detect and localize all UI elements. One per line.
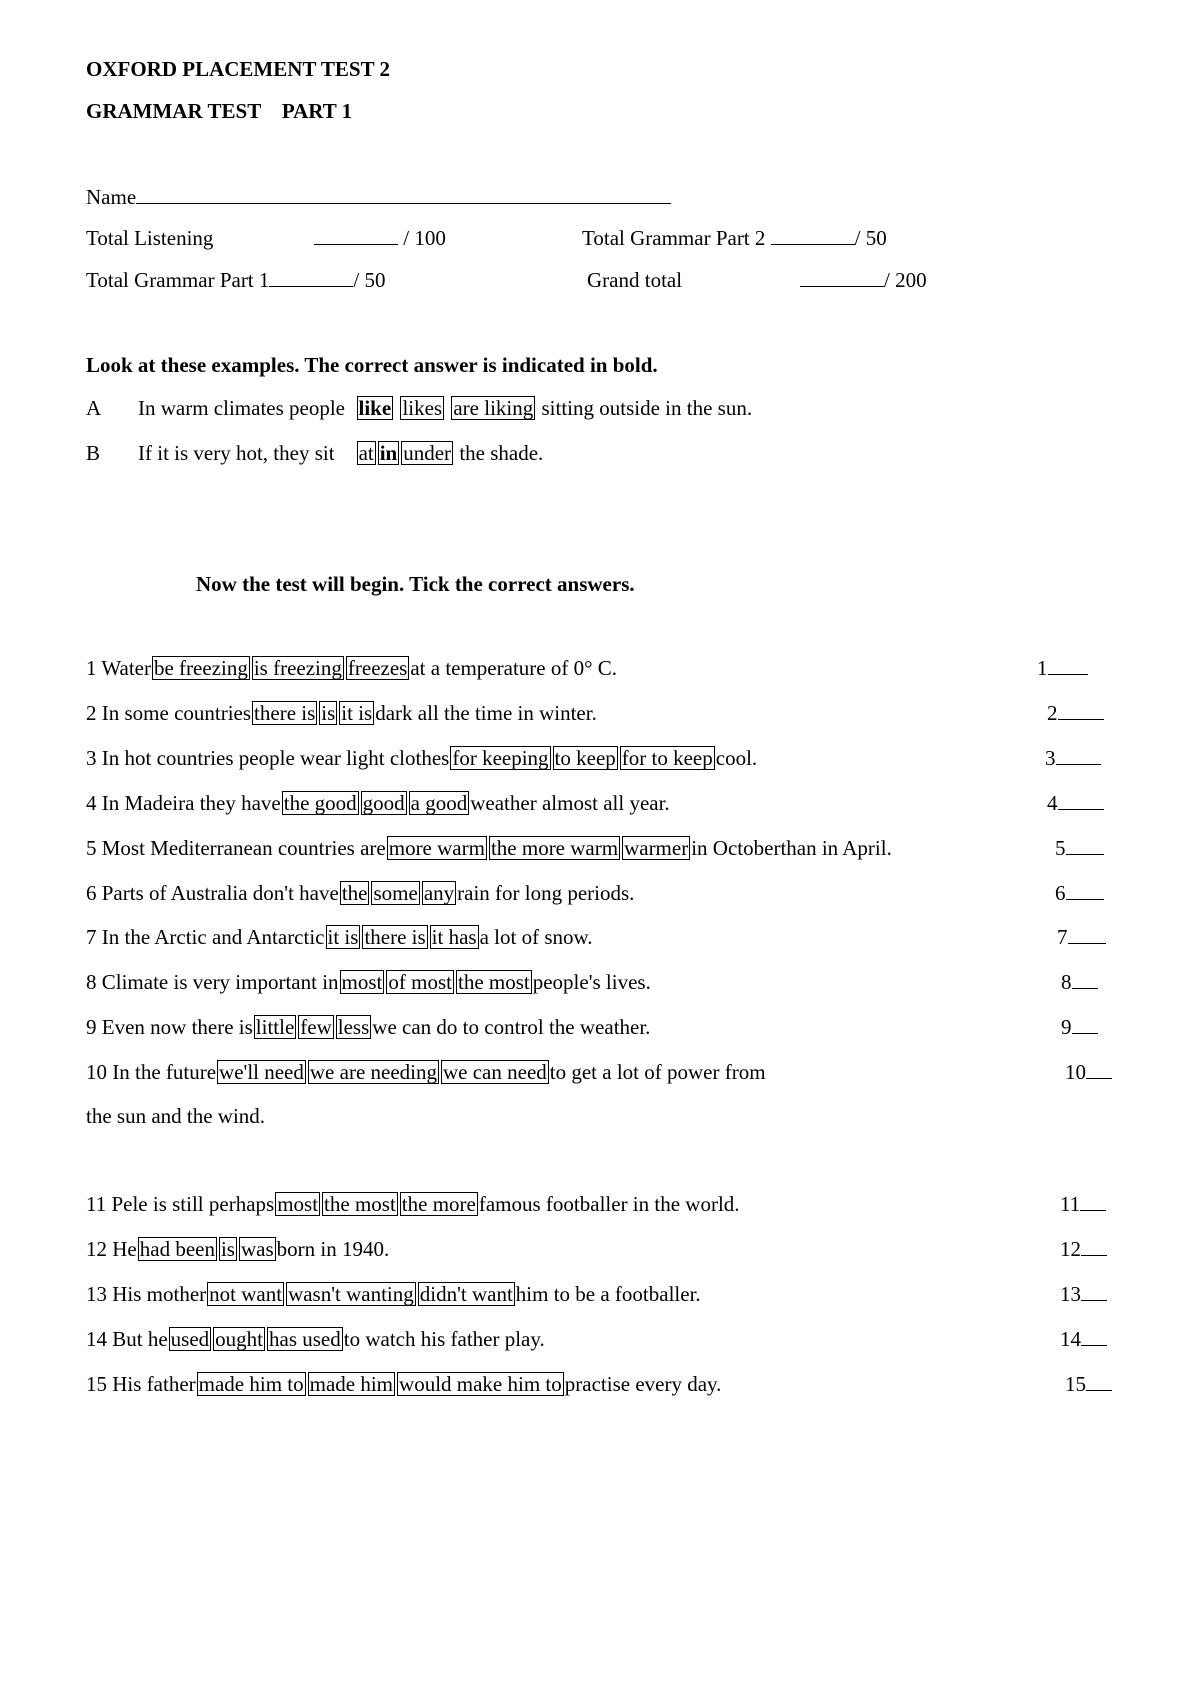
grand-total-max: / 200 xyxy=(884,268,927,292)
question-7 xyxy=(86,923,593,951)
example-b-before: If it is very hot, they sit xyxy=(138,441,335,465)
total-grammar1-row xyxy=(86,266,386,294)
total-listening-field[interactable] xyxy=(314,224,398,245)
question-text-before: 14 But he xyxy=(86,1327,168,1351)
example-b-option-2: in xyxy=(379,441,398,465)
answer-option[interactable]: few xyxy=(300,1015,332,1039)
answer-number xyxy=(1045,744,1101,772)
question-text-after: him to be a footballer. xyxy=(515,1282,701,1306)
example-a-after: sitting outside in the sun. xyxy=(541,396,753,420)
answer-option[interactable]: not want xyxy=(209,1282,283,1306)
answer-option[interactable]: it is xyxy=(327,925,359,949)
answer-option[interactable]: the more xyxy=(401,1192,476,1216)
answer-number-label: 14 xyxy=(1060,1327,1081,1351)
answer-option[interactable]: we can need xyxy=(443,1060,547,1084)
question-text-before: 10 In the future xyxy=(86,1060,217,1084)
answer-blank[interactable] xyxy=(1056,744,1101,765)
question-text-before: 3 In hot countries people wear light clothes xyxy=(86,746,450,770)
question-8 xyxy=(86,968,651,996)
question-text-after: to get a lot of power from xyxy=(549,1060,766,1084)
answer-option[interactable]: for keeping xyxy=(452,746,549,770)
question-2 xyxy=(86,699,597,727)
answer-option[interactable]: the good xyxy=(283,791,357,815)
question-text-before: 7 In the Arctic and Antarctic xyxy=(86,925,325,949)
question-5 xyxy=(86,834,892,862)
question-text-after: people's lives. xyxy=(532,970,651,994)
answer-option[interactable]: made him xyxy=(309,1372,394,1396)
question-text-before: 12 He xyxy=(86,1237,137,1261)
question-13 xyxy=(86,1280,701,1308)
answer-option[interactable]: the most xyxy=(457,970,530,994)
total-grammar2-row xyxy=(582,224,887,252)
answer-number xyxy=(1065,1370,1112,1398)
test-title: OXFORD PLACEMENT TEST 2 xyxy=(86,57,390,81)
answer-blank[interactable] xyxy=(1086,1058,1112,1079)
grand-total-field[interactable] xyxy=(800,266,884,287)
answer-number-label: 10 xyxy=(1065,1060,1086,1084)
answer-option[interactable]: the xyxy=(341,881,368,905)
question-4 xyxy=(86,789,670,817)
answer-option[interactable]: be freezing xyxy=(153,656,248,680)
question-12 xyxy=(86,1235,389,1263)
answer-blank[interactable] xyxy=(1081,1235,1107,1256)
answer-number xyxy=(1047,789,1104,817)
answer-number xyxy=(1061,968,1098,996)
answer-number-label: 1 xyxy=(1037,656,1048,680)
answer-blank[interactable] xyxy=(1066,834,1104,855)
question-1 xyxy=(86,654,617,682)
answer-option[interactable]: is xyxy=(220,1237,235,1261)
question-text-before: 5 Most Mediterranean countries are xyxy=(86,836,386,860)
question-text-after: born in 1940. xyxy=(276,1237,390,1261)
question-text-before: 8 Climate is very important in xyxy=(86,970,339,994)
example-a-option-3: are liking xyxy=(453,396,534,420)
answer-number-label: 2 xyxy=(1047,701,1058,725)
examples-instruction: Look at these examples. The correct answer is indicated in bold. xyxy=(86,353,658,377)
answer-blank[interactable] xyxy=(1072,1013,1098,1034)
answer-number xyxy=(1057,923,1106,951)
total-grammar1-field[interactable] xyxy=(269,266,353,287)
answer-option[interactable]: a good xyxy=(410,791,468,815)
total-grammar2-label: Total Grammar Part 2 xyxy=(582,226,766,250)
example-b-option-1: at xyxy=(358,441,374,465)
question-text-after: cool. xyxy=(715,746,758,770)
answer-option[interactable]: freezes xyxy=(347,656,408,680)
answer-blank[interactable] xyxy=(1072,968,1098,989)
answer-number-label: 6 xyxy=(1055,881,1066,905)
answer-option[interactable]: has used xyxy=(269,1327,341,1351)
answer-option[interactable]: any xyxy=(423,881,455,905)
answer-option[interactable]: we are needing xyxy=(309,1060,437,1084)
answer-blank[interactable] xyxy=(1058,789,1104,810)
answer-number xyxy=(1065,1058,1112,1086)
answer-number xyxy=(1060,1235,1107,1263)
answer-option[interactable]: there is xyxy=(254,701,316,725)
answer-number-label: 8 xyxy=(1061,970,1072,994)
question-text-after: famous footballer in the world. xyxy=(478,1192,740,1216)
question-9 xyxy=(86,1013,650,1041)
answer-number-label: 11 xyxy=(1060,1192,1081,1216)
answer-number-label: 12 xyxy=(1060,1237,1081,1261)
total-grammar2-field[interactable] xyxy=(771,224,855,245)
question-10 xyxy=(86,1058,766,1086)
answer-option[interactable]: is freezing xyxy=(253,656,342,680)
answer-option[interactable]: more warm xyxy=(388,836,485,860)
answer-option[interactable]: made him to xyxy=(198,1372,304,1396)
question-text-before: 1 Water xyxy=(86,656,151,680)
example-a-letter: A xyxy=(86,396,102,420)
answer-option[interactable]: some xyxy=(373,881,418,905)
question-11 xyxy=(86,1190,740,1218)
answer-number-label: 4 xyxy=(1047,791,1058,815)
answer-option[interactable]: is xyxy=(321,701,336,725)
answer-option[interactable]: had been xyxy=(139,1237,215,1261)
answer-option[interactable]: most xyxy=(341,970,383,994)
grand-total-score xyxy=(800,266,927,294)
answer-option[interactable]: was xyxy=(240,1237,274,1261)
answer-option[interactable]: good xyxy=(362,791,405,815)
example-b-body xyxy=(138,439,543,467)
answer-blank[interactable] xyxy=(1066,879,1104,900)
total-listening-label: Total Listening xyxy=(86,226,214,250)
total-listening-score xyxy=(314,224,446,252)
answer-blank[interactable] xyxy=(1058,699,1104,720)
answer-option[interactable]: it is xyxy=(341,701,373,725)
question-text-before: 2 In some countries xyxy=(86,701,252,725)
answer-option[interactable]: wasn't wanting xyxy=(288,1282,414,1306)
example-a-before: In warm climates people xyxy=(138,396,346,420)
answer-option[interactable]: the most xyxy=(324,1192,396,1216)
answer-option[interactable]: didn't want xyxy=(419,1282,513,1306)
question-text-after: we can do to control the weather. xyxy=(372,1015,651,1039)
answer-option[interactable]: most xyxy=(277,1192,319,1216)
total-grammar1-label: Total Grammar Part 1 xyxy=(86,268,270,292)
example-b-letter: B xyxy=(86,441,101,465)
example-b xyxy=(86,439,544,467)
question-text-before: 11 Pele is still perhaps xyxy=(86,1192,275,1216)
answer-option[interactable]: warmer xyxy=(624,836,689,860)
question-15 xyxy=(86,1370,721,1398)
question-3 xyxy=(86,744,757,772)
answer-number xyxy=(1060,1280,1107,1308)
answer-number xyxy=(1060,1325,1107,1353)
answer-option[interactable]: the more warm xyxy=(490,836,619,860)
answer-option[interactable]: little xyxy=(255,1015,295,1039)
answer-option[interactable]: less xyxy=(337,1015,370,1039)
answer-blank[interactable] xyxy=(1081,1325,1107,1346)
answer-blank[interactable] xyxy=(1080,1190,1106,1211)
answer-option[interactable]: it has xyxy=(431,925,477,949)
answer-number xyxy=(1055,834,1104,862)
example-a-option-1: like xyxy=(358,396,392,420)
example-a-body xyxy=(138,394,752,422)
answer-option[interactable]: of most xyxy=(388,970,452,994)
question-text-after: weather almost all year. xyxy=(470,791,670,815)
answer-option[interactable]: for to keep xyxy=(621,746,713,770)
question-continuation: the sun and the wind. xyxy=(86,1104,266,1128)
answer-number xyxy=(1060,1190,1106,1218)
answer-number-label: 9 xyxy=(1061,1015,1072,1039)
answer-number xyxy=(1061,1013,1098,1041)
answer-number xyxy=(1047,699,1104,727)
question-text-after: in Octoberthan in April. xyxy=(691,836,892,860)
question-text-before: 4 In Madeira they have xyxy=(86,791,281,815)
total-listening-row xyxy=(86,224,213,252)
answer-option[interactable]: to keep xyxy=(554,746,616,770)
answer-option[interactable]: we'll need xyxy=(219,1060,304,1084)
answer-number xyxy=(1037,654,1088,682)
example-a-option-2: likes xyxy=(402,396,443,420)
answer-number-label: 5 xyxy=(1055,836,1066,860)
answer-blank[interactable] xyxy=(1086,1370,1112,1391)
question-text-after: practise every day. xyxy=(564,1372,722,1396)
total-grammar2-max: / 50 xyxy=(854,226,887,250)
question-text-after: rain for long periods. xyxy=(457,881,635,905)
question-text-before: 15 His father xyxy=(86,1372,196,1396)
total-listening-max: / 100 xyxy=(403,226,446,250)
grand-total-label: Grand total xyxy=(587,268,683,292)
answer-option[interactable]: would make him to xyxy=(399,1372,562,1396)
answer-option[interactable]: there is xyxy=(364,925,426,949)
question-text-before: 6 Parts of Australia don't have xyxy=(86,881,339,905)
question-14 xyxy=(86,1325,545,1353)
answer-number-label: 7 xyxy=(1057,925,1068,949)
answer-number xyxy=(1055,879,1104,907)
example-b-option-3: under xyxy=(403,441,452,465)
name-row xyxy=(86,183,671,211)
answer-option[interactable]: used xyxy=(170,1327,210,1351)
question-6 xyxy=(86,879,634,907)
question-text-after: a lot of snow. xyxy=(479,925,593,949)
answer-blank[interactable] xyxy=(1048,654,1088,675)
answer-blank[interactable] xyxy=(1081,1280,1107,1301)
total-grammar1-max: / 50 xyxy=(353,268,386,292)
answer-blank[interactable] xyxy=(1068,923,1106,944)
question-text-before: 9 Even now there is xyxy=(86,1015,253,1039)
question-text-after: at a temperature of 0° C. xyxy=(410,656,617,680)
answer-number-label: 15 xyxy=(1065,1372,1086,1396)
question-text-after: dark all the time in winter. xyxy=(375,701,597,725)
name-label: Name xyxy=(86,185,137,209)
example-b-after: the shade. xyxy=(459,441,544,465)
name-field[interactable] xyxy=(136,183,671,204)
example-a xyxy=(86,394,753,422)
answer-number-label: 13 xyxy=(1060,1282,1081,1306)
question-text-before: 13 His mother xyxy=(86,1282,207,1306)
question-text-after: to watch his father play. xyxy=(343,1327,545,1351)
answer-option[interactable]: ought xyxy=(215,1327,264,1351)
answer-number-label: 3 xyxy=(1045,746,1056,770)
test-instruction: Now the test will begin. Tick the correct answers. xyxy=(196,572,635,596)
test-subtitle: GRAMMAR TEST PART 1 xyxy=(86,99,353,123)
